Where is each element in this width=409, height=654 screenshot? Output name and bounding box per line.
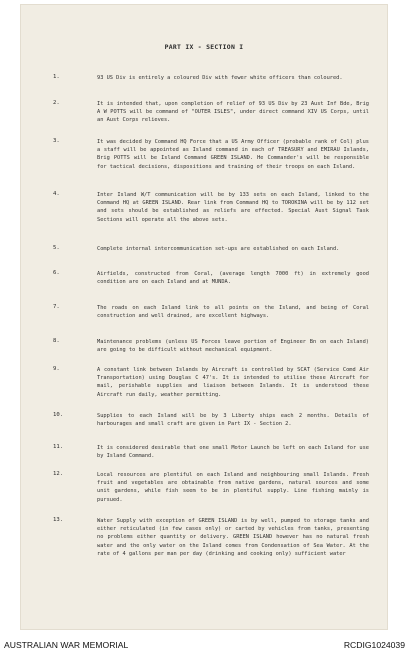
paragraph-text: A constant link between Islands by Aircraft is controlled by SCAT (Service Comd Air Transportation) using Douglas C 47's. It is intended to utilise these Aircraft for mail, perishable supplies and liaison between Islands. It is understood these Aircraft run daily, weather permitting. bbox=[97, 367, 369, 398]
paragraph-text: Airfields, constructed from Coral, (average length 7000 ft) in extremely good condition are on each Island and at MUNDA. bbox=[97, 271, 369, 286]
paragraph-number: 3. bbox=[53, 138, 60, 144]
paragraph-text: Water Supply with exception of GREEN ISLAND is by well, pumped to storage tanks and either reticulated (in few cases only) or carted by vehicles from tanks, presenting no problems either quantity or delivery. GREEN ISLAND however has no natural fresh water and the only water on the Island comes from Condensation of Sea Water. At the rate of 4 gallons per man per day (drinking and cooking only) sufficient water bbox=[97, 518, 369, 557]
paragraph-text: Maintenance problems (unless US Forces leave portion of Engineer Bn on each Island) are going to be difficult without mechanical equipment. bbox=[97, 339, 369, 354]
paragraph-number: 8. bbox=[53, 338, 60, 344]
paragraph-text: 93 US Div is entirely a coloured Div with fewer white officers than coloured. bbox=[97, 75, 343, 81]
paragraph-number: 13. bbox=[53, 517, 64, 523]
paragraph-text: The roads on each Island link to all points on the Island, and being of Coral construction and well drained, are excellent highways. bbox=[97, 305, 369, 320]
paragraph-text: Complete internal intercommunication set-ups are established on each Island. bbox=[97, 246, 340, 252]
archive-name: AUSTRALIAN WAR MEMORIAL bbox=[4, 640, 129, 650]
paragraph-text: Local resources are plentiful on each Island and neighbouring small Islands. Fresh fruit and vegetables are obtainable from native gardens, natural sources and some unit gardens, while fish seem to be in plentiful supply. Line fishing mainly is pursued. bbox=[97, 472, 369, 503]
paragraph-number: 12. bbox=[53, 471, 64, 477]
document-page bbox=[20, 4, 388, 630]
paragraph-text: It is considered desirable that one small Motor Launch be left on each Island for use by Island Command. bbox=[97, 445, 369, 460]
paragraph-text: It was decided by Command HQ Force that a US Army Officer (probable rank of Col) plus a staff will be appointed as Island command in each of TREASURY and EMIRAU Islands, Brig POTTS will be Island Command GREEN ISLAND. He Commander's will be responsible for tactical decisions, dispositions and training of their troops on each Island. bbox=[97, 139, 369, 170]
paragraph-text: It is intended that, upon completion of relief of 93 US Div by 23 Aust Inf Bde, Brig A W POTTS will be command of "OUTER ISLES", under direct command XIV US Corps, until an Aust Corps relieves. bbox=[97, 101, 369, 124]
paragraph-number: 9. bbox=[53, 366, 60, 372]
paragraph-number: 11. bbox=[53, 444, 64, 450]
paragraph-number: 4. bbox=[53, 191, 60, 197]
page-title: PART IX - SECTION I bbox=[164, 43, 244, 51]
paragraph-number: 6. bbox=[53, 270, 60, 276]
paragraph-number: 2. bbox=[53, 100, 60, 106]
paragraph-number: 5. bbox=[53, 245, 60, 251]
paragraph-number: 1. bbox=[53, 74, 60, 80]
paragraph-text: Supplies to each Island will be by 3 Liberty ships each 2 months. Details of harbourages and small craft are given in Part IX - Section 2. bbox=[97, 413, 369, 428]
paragraph-number: 7. bbox=[53, 304, 60, 310]
paragraph-number: 10. bbox=[53, 412, 64, 418]
record-id: RCDIG1024039 bbox=[343, 640, 405, 650]
paragraph-text: Inter Island W/T communication will be by 133 sets on each Island, linked to the Command HQ at GREEN ISLAND. Rear link from Command HQ to TOROKINA will be by 112 set and sets should be established as reliefs are effected. Special Aust Signal Task Sections will operate all the above sets. bbox=[97, 192, 369, 223]
archive-footer bbox=[0, 638, 409, 654]
